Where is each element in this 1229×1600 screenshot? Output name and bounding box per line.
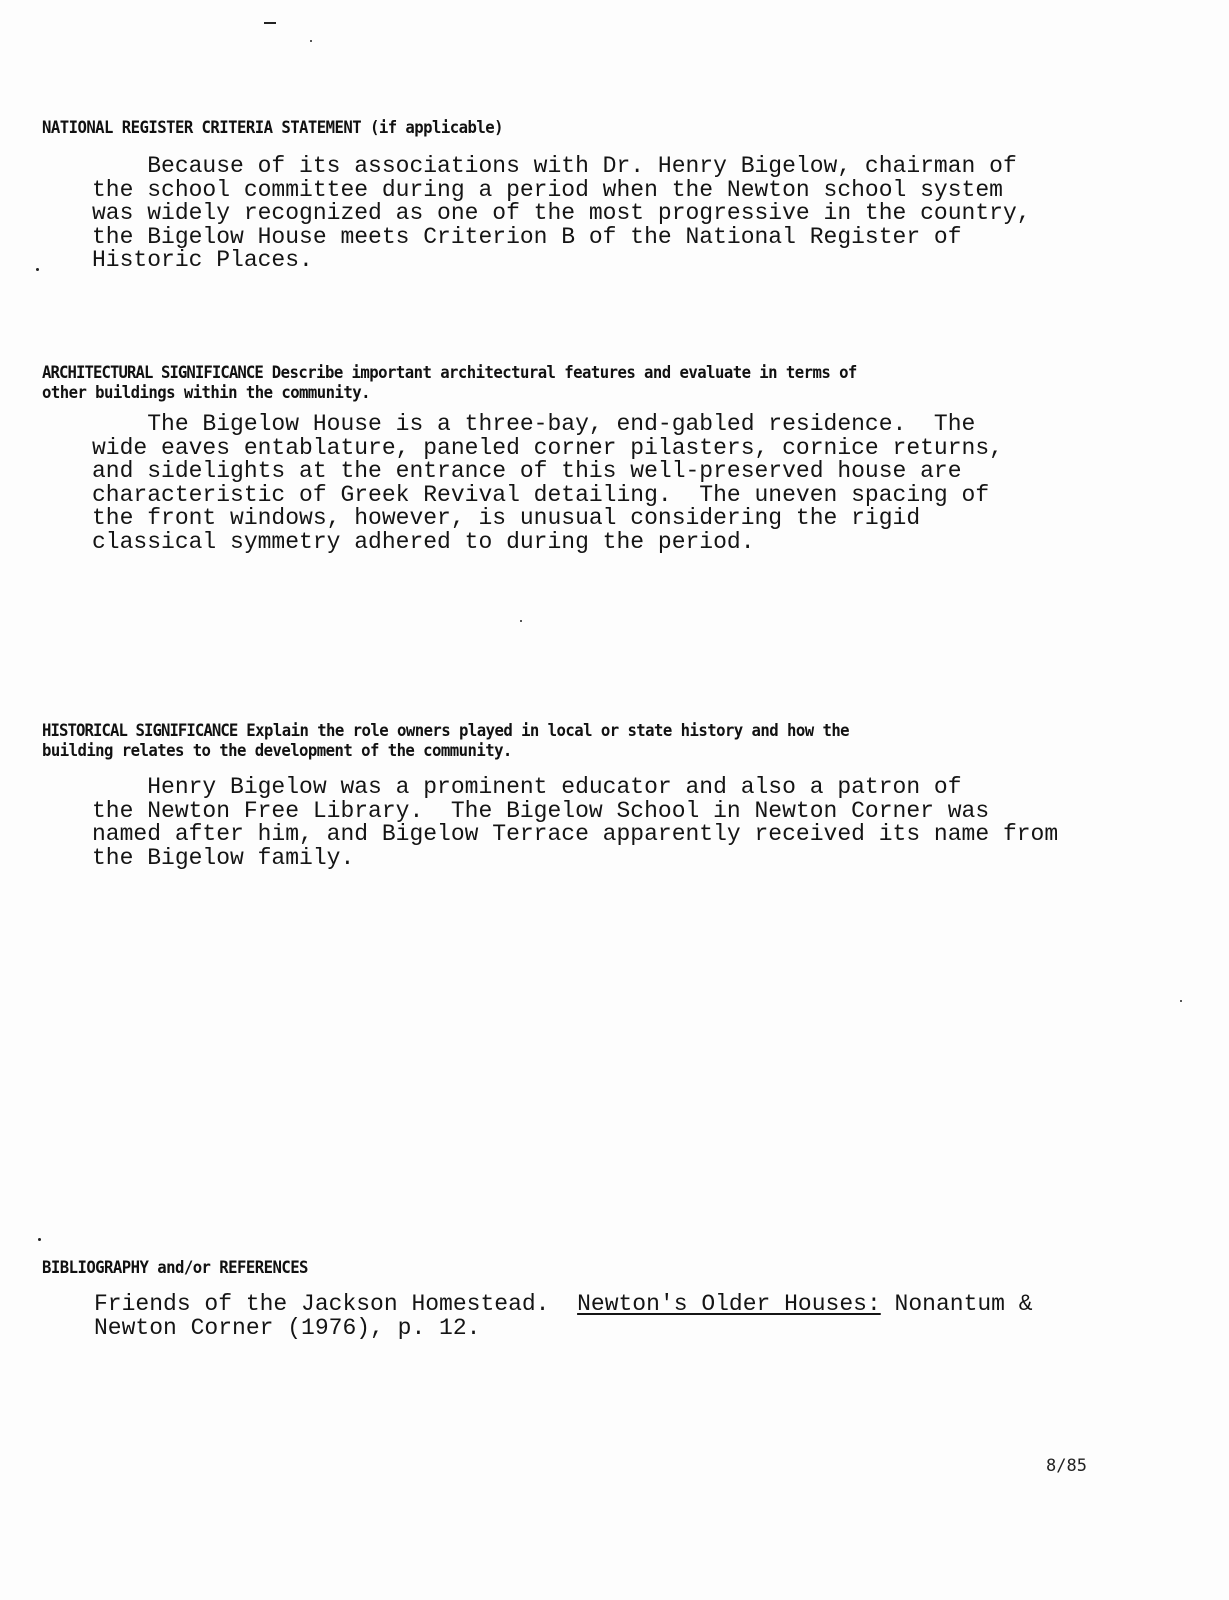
paper-speck — [1180, 1000, 1182, 1002]
architectural-heading-instruction: Describe important architectural features and evaluate in terms of — [271, 363, 857, 383]
text-line: the Bigelow family. — [92, 844, 355, 871]
reference-title: Newton's Older Houses: — [577, 1291, 881, 1317]
text-line: Historic Places. — [92, 247, 313, 274]
text-line: The Bigelow House is a three-bay, end-gabled residence. The — [92, 411, 976, 437]
text-line: wide eaves entablature, paneled corner pilasters, cornice returns, — [92, 434, 1003, 461]
text-line: named after him, and Bigelow Terrace apparently received its name from — [92, 821, 1059, 848]
historical-heading-line2: building relates to the development of the community. — [42, 741, 512, 761]
reference-subtitle: Nonantum & — [880, 1291, 1033, 1317]
page-number: 8/85 — [1046, 1456, 1087, 1476]
text-line: the Newton Free Library. The Bigelow School in Newton Corner was — [92, 797, 990, 824]
architectural-heading-line2: other buildings within the community. — [42, 383, 370, 403]
paper-speck — [520, 620, 522, 622]
text-line: the school committee during a period when the Newton school system — [92, 176, 1003, 203]
historical-text — [92, 776, 1058, 870]
paper-speck — [310, 40, 312, 42]
historical-heading — [42, 721, 849, 741]
text-line: Henry Bigelow was a prominent educator and also a patron of — [92, 774, 962, 800]
text-line: characteristic of Greek Revival detailing. The uneven spacing of — [92, 481, 990, 508]
reference-line: Newton Corner (1976), p. 12. — [94, 1314, 481, 1341]
stray-mark — [264, 22, 276, 24]
historical-heading-instruction: Explain the role owners played in local or state history and how the — [246, 721, 850, 741]
architectural-text — [92, 413, 1003, 555]
text-line: and sidelights at the entrance of this well-preserved house are — [92, 458, 962, 485]
architectural-heading-label: ARCHITECTURAL SIGNIFICANCE — [42, 363, 263, 383]
reference-line — [94, 1293, 1033, 1317]
national-register-text — [92, 155, 1031, 273]
reference-author: Friends of the Jackson Homestead. — [94, 1291, 578, 1317]
historical-heading-label: HISTORICAL SIGNIFICANCE — [42, 721, 238, 741]
text-line: was widely recognized as one of the most progressive in the country, — [92, 200, 1031, 227]
national-register-heading: NATIONAL REGISTER CRITERIA STATEMENT (if applicable) — [42, 118, 503, 138]
paper-speck — [36, 268, 39, 271]
text-line: the Bigelow House meets Criterion B of the National Register of — [92, 223, 962, 250]
text-line: classical symmetry adhered to during the period. — [92, 528, 755, 555]
text-line: Because of its associations with Dr. Henry Bigelow, chairman of — [92, 153, 1017, 179]
architectural-heading — [42, 363, 857, 383]
text-line: the front windows, however, is unusual considering the rigid — [92, 505, 921, 532]
paper-speck — [38, 1238, 41, 1241]
bibliography-text — [94, 1293, 1033, 1340]
bibliography-heading: BIBLIOGRAPHY and/or REFERENCES — [42, 1258, 308, 1278]
